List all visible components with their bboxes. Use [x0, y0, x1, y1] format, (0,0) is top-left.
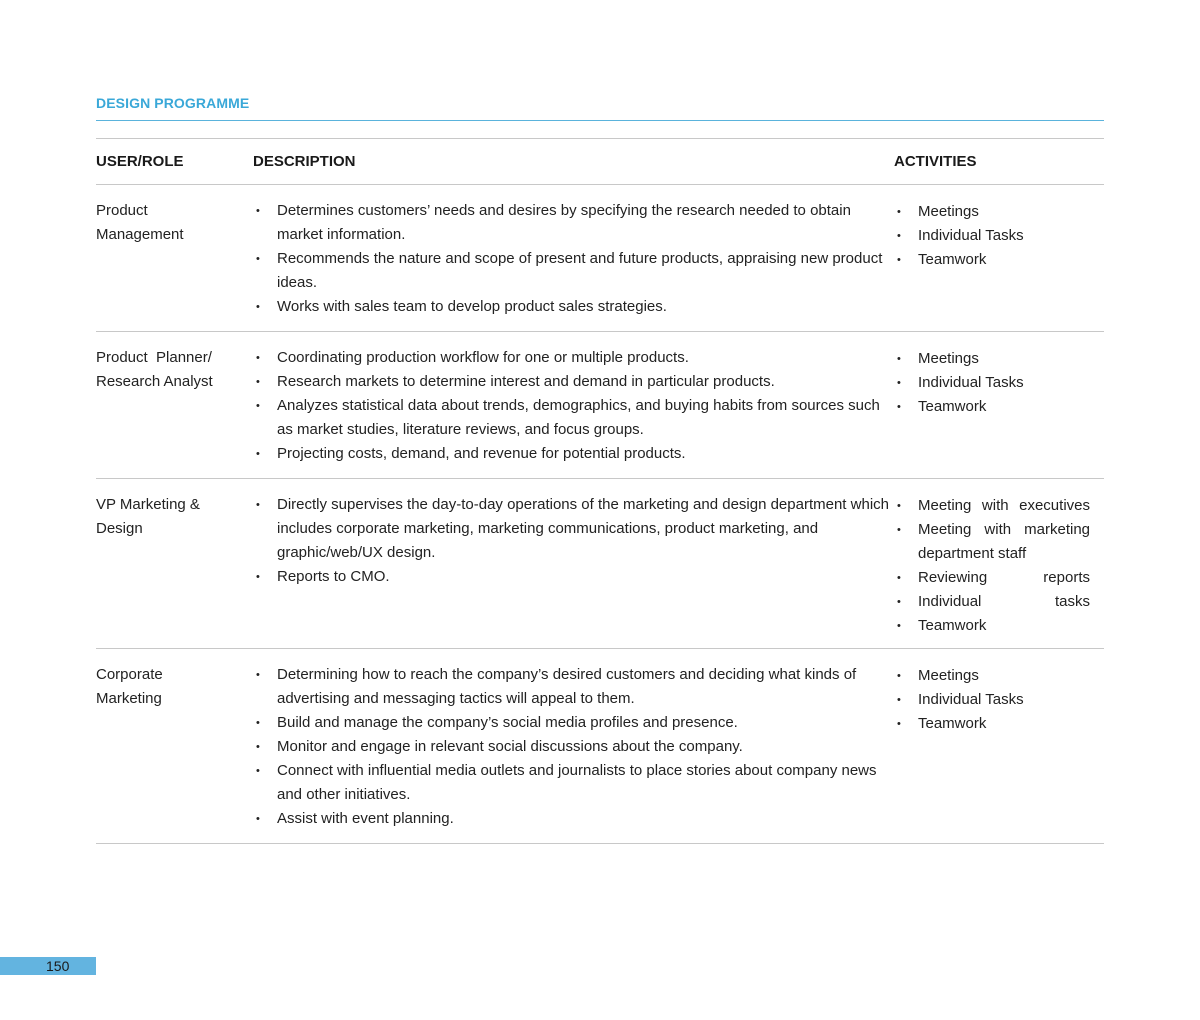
table-row	[96, 185, 1104, 332]
activity-item: • Reviewing reports	[894, 566, 1090, 590]
description-item: • Works with sales team to develop product sales strategies.	[253, 295, 894, 319]
activity-item: • Meeting with executives	[894, 494, 1090, 518]
table-row	[96, 479, 1104, 649]
activity-item: • Meeting with marketing department staff	[894, 518, 1090, 566]
description-item: • Build and manage the company’s social media profiles and presence.	[253, 711, 894, 735]
role-cell	[96, 332, 253, 478]
section-title: DESIGN PROGRAMME	[96, 95, 250, 111]
activities-cell	[894, 185, 1090, 331]
activity-item: • Teamwork	[894, 395, 1090, 419]
activity-item: • Meetings	[894, 664, 1090, 688]
table-row	[96, 332, 1104, 479]
activity-item: • Teamwork	[894, 248, 1090, 272]
activity-item: • Individual tasks	[894, 590, 1090, 614]
activities-cell	[894, 479, 1090, 648]
description-item: • Analyzes statistical data about trends, demographics, and buying habits from sources such as market studies, literature reviews, and focus groups.	[253, 394, 894, 442]
role-name-line: Design	[96, 520, 143, 537]
activity-item: • Meetings	[894, 347, 1090, 371]
table-row	[96, 649, 1104, 844]
description-item: • Connect with influential media outlets and journalists to place stories about company news and other initiatives.	[253, 759, 894, 807]
description-item: • Projecting costs, demand, and revenue for potential products.	[253, 442, 894, 466]
header-user-role: USER/ROLE	[96, 153, 184, 170]
activity-item: • Individual Tasks	[894, 688, 1090, 712]
role-cell	[96, 649, 253, 843]
roles-table	[96, 138, 1104, 844]
header-description: DESCRIPTION	[253, 153, 356, 170]
activities-cell	[894, 332, 1090, 478]
table-header-row	[96, 139, 1104, 185]
role-name-line: Marketing	[96, 690, 162, 707]
activities-cell	[894, 649, 1090, 843]
activity-item: • Teamwork	[894, 712, 1090, 736]
activity-item: • Meetings	[894, 200, 1090, 224]
description-item: • Determining how to reach the company’s desired customers and deciding what kinds of advertising and messaging tactics will appeal to them.	[253, 663, 894, 711]
role-name-line: Product	[96, 202, 148, 219]
role-name-line: Corporate	[96, 666, 163, 683]
description-item: • Assist with event planning.	[253, 807, 894, 831]
title-divider	[96, 120, 1104, 121]
activity-item: • Individual Tasks	[894, 371, 1090, 395]
description-item: • Directly supervises the day-to-day operations of the marketing and design department which includes corporate marketing, marketing communications, product marketing, and graphic/web/UX design.	[253, 493, 894, 565]
description-item: • Recommends the nature and scope of present and future products, appraising new product ideas.	[253, 247, 894, 295]
activity-item: • Teamwork	[894, 614, 1090, 638]
page-number: 150	[46, 958, 70, 974]
role-name-line: Management	[96, 226, 184, 243]
activity-item: • Individual Tasks	[894, 224, 1090, 248]
description-cell	[253, 185, 894, 331]
description-item: • Monitor and engage in relevant social discussions about the company.	[253, 735, 894, 759]
header-activities: ACTIVITIES	[894, 153, 977, 170]
description-item: • Coordinating production workflow for one or multiple products.	[253, 346, 894, 370]
description-item: • Determines customers’ needs and desires by specifying the research needed to obtain market information.	[253, 199, 894, 247]
description-cell	[253, 649, 894, 843]
role-cell	[96, 479, 253, 648]
description-item: • Research markets to determine interest and demand in particular products.	[253, 370, 894, 394]
description-cell	[253, 332, 894, 478]
role-name-line: VP Marketing &	[96, 496, 200, 513]
description-cell	[253, 479, 894, 648]
description-item: • Reports to CMO.	[253, 565, 894, 589]
role-name-line: Research Analyst	[96, 373, 213, 390]
role-name-line: Product Planner/	[96, 349, 212, 366]
role-cell	[96, 185, 253, 331]
